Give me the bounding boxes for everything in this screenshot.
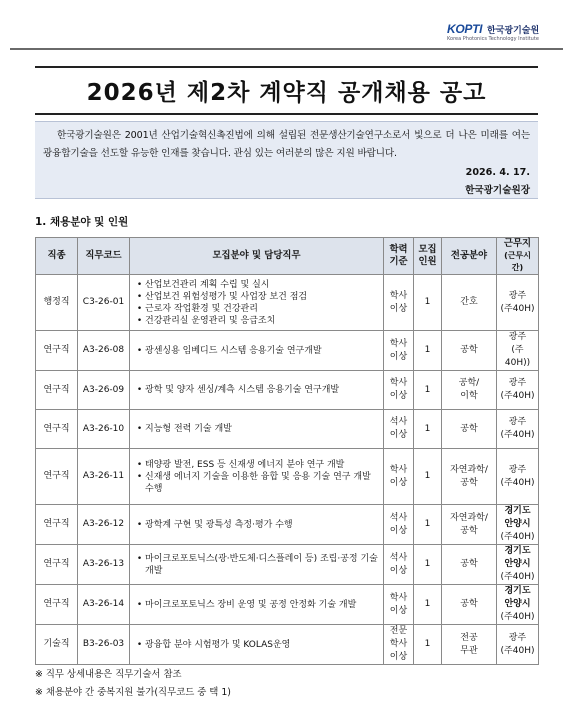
duty-list [135, 345, 381, 357]
cell-category: 연구직 [36, 449, 78, 505]
duty-item: • 광융합 분야 시험평가 및 KOLAS운영 [145, 639, 381, 651]
cell-location [497, 275, 539, 331]
cell-major: 공학 [442, 331, 497, 371]
table-row [36, 275, 539, 331]
header-divider [10, 48, 563, 50]
table-row [36, 371, 539, 410]
duty-item: • 신재생 에너지 기술을 이용한 융합 및 응용 기술 연구 개발 수행 [145, 471, 381, 495]
cell-count: 1 [414, 585, 442, 625]
cell-count: 1 [414, 505, 442, 545]
work-hours: (주40H) [500, 430, 535, 440]
cell-education: 석사 이상 [384, 410, 414, 449]
section-title: 1. 채용분야 및 인원 [35, 216, 129, 228]
cell-education: 학사 이상 [384, 371, 414, 410]
cell-code: A3-26-13 [78, 545, 130, 585]
notice-signatory: 한국광기술원장 [465, 185, 530, 196]
duty-item: • 건강관리실 운영관리 및 응급조치 [145, 315, 381, 327]
header-major: 전공분야 [442, 238, 497, 275]
cell-code: A3-26-11 [78, 449, 130, 505]
cell-count: 1 [414, 545, 442, 585]
cell-location [497, 371, 539, 410]
duty-item: • 마이크로포토닉스(광·반도체·디스플레이 등) 조립·공정 기술 개발 [145, 553, 381, 577]
cell-major: 자연과학/ 공학 [442, 505, 497, 545]
cell-code: A3-26-09 [78, 371, 130, 410]
cell-duties [130, 449, 384, 505]
notice-body: 한국광기술원은 2001년 산업기술혁신촉진법에 의해 설립된 전문생산기술연구소로서 빛으로 더 나은 미래를 여는 광융합기술을 선도할 유능한 인재를 찾습니다. 관심 있는 여러분의 많은 지원 바랍니다. [43, 130, 530, 159]
logo-subtitle: Korea Photonics Technology Institute [447, 36, 539, 42]
duty-item: • 태양광 발전, ESS 등 신재생 에너지 분야 연구 개발 [145, 459, 381, 471]
work-hours: (주40H) [500, 612, 535, 622]
notes [35, 666, 231, 702]
cell-code: A3-26-10 [78, 410, 130, 449]
location-name: 경기도 안양시 [504, 586, 531, 609]
duty-list [135, 599, 381, 611]
cell-location [497, 585, 539, 625]
cell-category: 연구직 [36, 545, 78, 585]
location-name: 경기도 안양시 [504, 506, 531, 529]
table-row [36, 545, 539, 585]
cell-category: 행정직 [36, 275, 78, 331]
cell-education: 석사 이상 [384, 505, 414, 545]
duty-item: • 산업보건 위험성평가 및 사업장 보건 점검 [145, 291, 381, 303]
location-name: 경기도 안양시 [504, 546, 531, 569]
cell-duties [130, 371, 384, 410]
cell-duties [130, 625, 384, 665]
cell-code: A3-26-14 [78, 585, 130, 625]
cell-duties [130, 545, 384, 585]
header-location [497, 238, 539, 275]
cell-education: 전문 학사 이상 [384, 625, 414, 665]
duty-item: • 산업보건관리 계획 수립 및 실시 [145, 279, 381, 291]
cell-count: 1 [414, 625, 442, 665]
cell-major: 자연과학/ 공학 [442, 449, 497, 505]
table-row [36, 585, 539, 625]
page-title: 2026년 제2차 계약직 공개채용 공고 [86, 80, 487, 106]
cell-location [497, 331, 539, 371]
header-location-label: 근무지 [503, 238, 532, 249]
header-code: 직무코드 [78, 238, 130, 275]
header-category: 직종 [36, 238, 78, 275]
duty-item: • 광학계 구현 및 광특성 측정·평가 수행 [145, 519, 381, 531]
cell-category: 연구직 [36, 410, 78, 449]
note-item: ※ 직무 상세내용은 직무기술서 참조 [35, 669, 182, 680]
table-header-row [36, 238, 539, 275]
logo-mark: KOPTI [447, 22, 483, 36]
location-name: 광주 [508, 378, 527, 388]
recruitment-table [35, 237, 539, 665]
cell-category: 연구직 [36, 371, 78, 410]
duty-item: • 지능형 전력 기술 개발 [145, 423, 381, 435]
table-row [36, 449, 539, 505]
cell-duties [130, 505, 384, 545]
location-name: 광주 [508, 417, 527, 427]
work-hours: (주40H) [500, 477, 535, 488]
duty-list [135, 423, 381, 435]
cell-major: 공학 [442, 585, 497, 625]
kopti-logo [447, 22, 565, 44]
cell-count: 1 [414, 331, 442, 371]
cell-location [497, 410, 539, 449]
header-location-sub: (근무시간) [504, 251, 531, 272]
cell-location [497, 505, 539, 545]
work-hours: (주40H) [500, 303, 535, 314]
table-row [36, 505, 539, 545]
table-row [36, 410, 539, 449]
work-hours: (주40H) [500, 645, 535, 656]
duty-list [135, 384, 381, 396]
location-name: 광주 [508, 290, 527, 301]
duty-item: • 근로자 작업환경 및 건강관리 [145, 303, 381, 315]
cell-major: 공학/ 이학 [442, 371, 497, 410]
cell-education: 학사 이상 [384, 585, 414, 625]
cell-duties [130, 585, 384, 625]
location-name: 광주 [508, 332, 527, 342]
table-row [36, 625, 539, 665]
cell-location [497, 625, 539, 665]
cell-education: 석사 이상 [384, 545, 414, 585]
cell-education: 학사 이상 [384, 331, 414, 371]
table-row [36, 331, 539, 371]
cell-category: 연구직 [36, 505, 78, 545]
duty-list [135, 459, 381, 495]
cell-category: 연구직 [36, 331, 78, 371]
notice-date: 2026. 4. 17. [465, 167, 530, 178]
duty-list [135, 519, 381, 531]
work-hours: (주40H)) [504, 345, 531, 368]
duty-list [135, 279, 381, 327]
duty-list [135, 639, 381, 651]
duty-list [135, 553, 381, 577]
cell-major: 전공 무관 [442, 625, 497, 665]
location-name: 광주 [508, 464, 527, 475]
cell-location [497, 449, 539, 505]
cell-category: 연구직 [36, 585, 78, 625]
notice-box [35, 121, 538, 199]
note-item: ※ 채용분야 간 중복지원 불가(직무코드 중 택 1) [35, 687, 231, 698]
duty-item: • 마이크로포토닉스 장비 운영 및 공정 안정화 기술 개발 [145, 599, 381, 611]
cell-education: 학사 이상 [384, 275, 414, 331]
cell-count: 1 [414, 449, 442, 505]
cell-category: 기술직 [36, 625, 78, 665]
cell-duties [130, 410, 384, 449]
cell-code: B3-26-03 [78, 625, 130, 665]
header-education: 학력 기준 [384, 238, 414, 275]
title-box [35, 66, 538, 115]
cell-code: A3-26-12 [78, 505, 130, 545]
work-hours: (주40H) [500, 572, 535, 582]
cell-code: A3-26-08 [78, 331, 130, 371]
logo-name: 한국광기술원 [487, 26, 540, 36]
cell-location [497, 545, 539, 585]
duty-item: • 광학 및 양자 센싱/계측 시스템 응용기술 연구개발 [145, 384, 381, 396]
cell-count: 1 [414, 371, 442, 410]
location-name: 광주 [508, 632, 527, 643]
duty-item: • 광센싱용 임베디드 시스템 응용기술 연구개발 [145, 345, 381, 357]
header-count: 모집 인원 [414, 238, 442, 275]
cell-count: 1 [414, 275, 442, 331]
header-duties: 모집분야 및 담당직무 [130, 238, 384, 275]
work-hours: (주40H) [500, 391, 535, 401]
cell-duties [130, 331, 384, 371]
cell-major: 공학 [442, 410, 497, 449]
cell-major: 간호 [442, 275, 497, 331]
cell-major: 공학 [442, 545, 497, 585]
cell-count: 1 [414, 410, 442, 449]
cell-duties [130, 275, 384, 331]
cell-education: 학사 이상 [384, 449, 414, 505]
work-hours: (주40H) [500, 532, 535, 542]
cell-code: C3-26-01 [78, 275, 130, 331]
